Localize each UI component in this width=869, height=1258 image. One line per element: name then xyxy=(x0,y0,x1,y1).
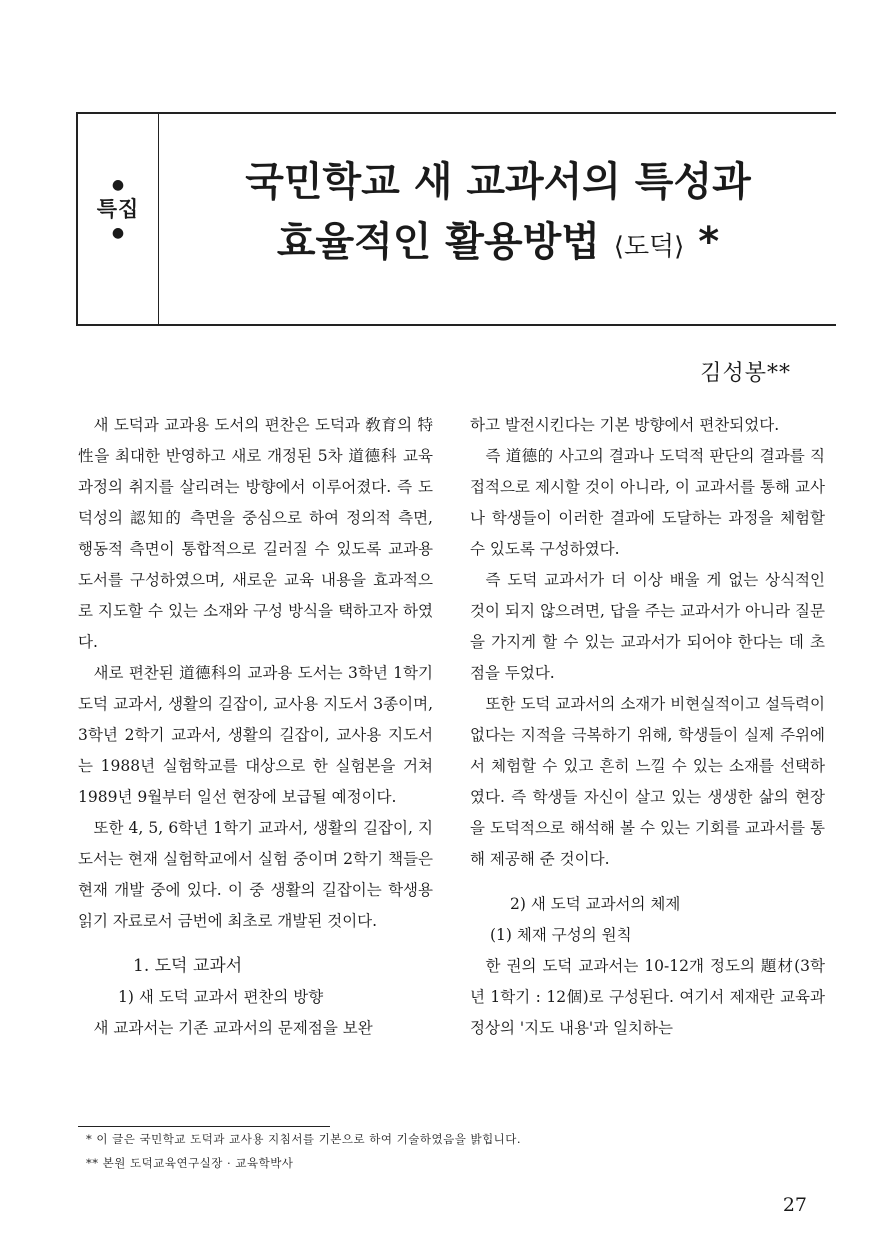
section-heading: 1. 도덕 교과서 xyxy=(133,956,243,976)
left-column xyxy=(78,410,433,1044)
paragraph: 즉 도덕 교과서가 더 이상 배울 게 없는 상식적인 것이 되지 않으려면, 답을 주는 교과서가 아니라 질문을 가지게 할 수 있는 교과서가 되어야 한다는 데 초점을 두었다. xyxy=(470,571,825,682)
paragraph: 한 권의 도덕 교과서는 10-12개 정도의 題材(3학년 1학기 : 12個)로 구성된다. 여기서 제재란 교육과정상의 '지도 내용'과 일치하는 xyxy=(470,957,825,1037)
feature-badge xyxy=(88,176,148,242)
paragraph: 하고 발전시킨다는 기본 방향에서 편찬되었다. xyxy=(470,416,780,434)
page-number: 27 xyxy=(782,1194,807,1216)
title-divider xyxy=(158,114,159,324)
footnote-1: * 이 글은 국민학교 도덕과 교사용 지침서를 기본으로 하여 기술하였음을 밝힙니다. xyxy=(86,1132,522,1146)
title-line-1: 국민학교 새 교과서의 특성과 xyxy=(245,159,751,205)
subsection-heading: 2) 새 도덕 교과서의 체제 xyxy=(510,895,681,913)
title-footnote-marker: * xyxy=(698,219,720,265)
feature-label: 특집 xyxy=(96,197,140,221)
bullet-dot-icon: ● xyxy=(111,225,125,241)
bullet-dot-icon: ● xyxy=(111,177,125,193)
paragraph: 즉 道德的 사고의 결과나 도덕적 판단의 결과를 직접적으로 제시할 것이 아니라, 이 교과서를 통해 교사나 학생들이 이러한 결과에 도달하는 과정을 체험할 수 있도록 구성하였다. xyxy=(470,447,825,558)
sub-subsection-heading: (1) 체재 구성의 원칙 xyxy=(490,926,632,944)
author-name: 김성봉** xyxy=(700,361,791,386)
title-line-2-main: 효율적인 활용방법 xyxy=(276,219,600,265)
paragraph: 새로 편찬된 道德科의 교과용 도서는 3학년 1학기 도덕 교과서, 생활의 길잡이, 교사용 지도서 3종이며, 3학년 2학기 교과서, 생활의 길잡이, 교사용 지도서는 1988년 실험학교를 대상으로 한 실험본을 거쳐 1989년 9월부터 일선 현장에 보급될 예정이다. xyxy=(78,664,433,806)
footnote-rule xyxy=(78,1126,330,1127)
paragraph: 새 교과서는 기존 교과서의 문제점을 보완 xyxy=(93,1019,373,1037)
paragraph: 또한 4, 5, 6학년 1학기 교과서, 생활의 길잡이, 지도서는 현재 실험학교에서 실험 중이며 2학기 책들은 현재 개발 중에 있다. 이 중 생활의 길잡이는 학생용 읽기 자료로서 금번에 최초로 개발된 것이다. xyxy=(78,819,433,930)
right-column xyxy=(470,410,825,1044)
subsection-heading: 1) 새 도덕 교과서 편찬의 방향 xyxy=(118,988,324,1006)
paragraph: 또한 도덕 교과서의 소재가 비현실적이고 설득력이 없다는 지적을 극복하기 위해, 학생들이 실제 주위에서 체험할 수 있고 흔히 느낄 수 있는 소재를 선택하였다. 즉 학생들 자신이 살고 있는 생생한 삶의 현장을 도덕적으로 해석해 볼 수 있는 기회를 교과서를 통해 제공해 준 것이다. xyxy=(470,695,825,868)
footnote-2: ** 본원 도덕교육연구실장 · 교육학박사 xyxy=(86,1156,294,1170)
title-box xyxy=(76,112,836,326)
paragraph: 새 도덕과 교과용 도서의 편찬은 도덕과 敎育의 特性을 최대한 반영하고 새로 개정된 5차 道德科 교육과정의 취지를 살리려는 방향에서 이루어졌다. 즉 도덕성의 認知的 측면을 중심으로 하여 정의적 측면, 행동적 측면이 통합적으로 길러질 수 있도록 교과용 도서를 구성하였으며, 새로운 교육 내용을 효과적으로 지도할 수 있는 소재와 구성 방식을 택하고자 하였다. xyxy=(78,416,433,651)
title-line-2 xyxy=(160,212,836,277)
title-subject: ⟨도덕⟩ xyxy=(613,232,685,262)
article-title xyxy=(160,152,836,277)
